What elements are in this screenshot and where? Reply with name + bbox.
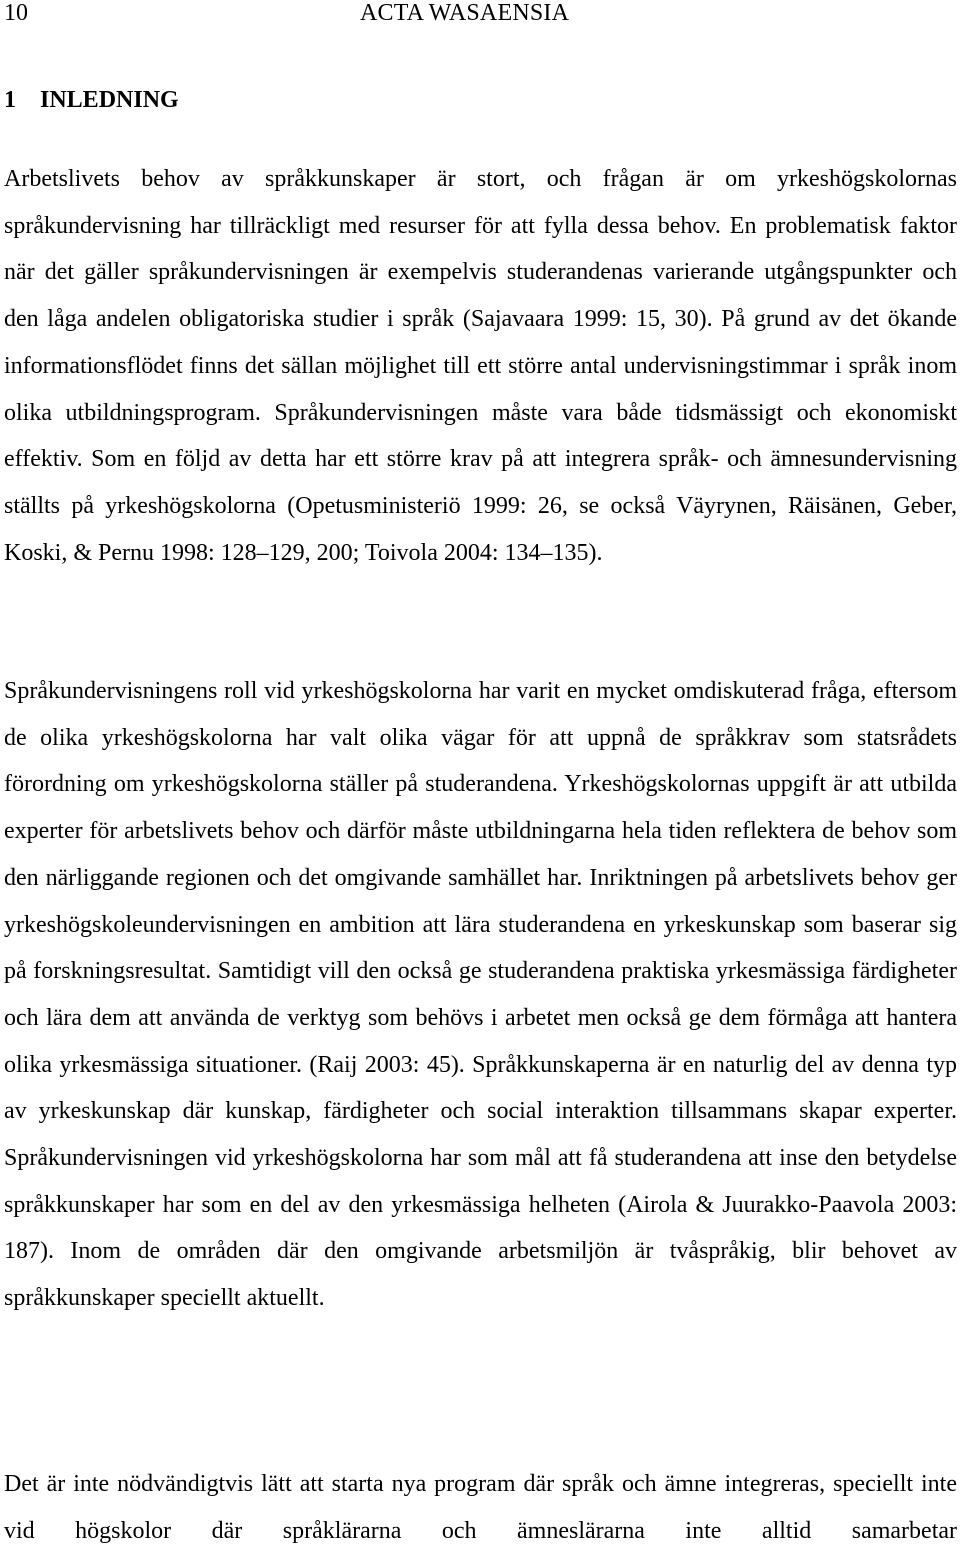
chapter-heading xyxy=(4,80,179,120)
chapter-number: 1 xyxy=(4,87,16,113)
body-paragraph-2: Språkundervisningens roll vid yrkeshögskolorna har varit en mycket omdiskuterad fråga, eftersom de olika yrkeshögskolorna har valt olika vägar för att uppnå de språkkrav som statsrådets förordning om yrkeshögskolorna ställer på studerandena. Yrkeshögskolornas uppgift är att utbilda experter för arbetslivets behov och därför måste utbildningarna hela tiden reflektera de behov som den närliggande regionen och det omgivande samhället har. Inriktningen på arbetslivets behov ger yrkeshögskoleundervisningen en ambition att lära studerandena en yrkeskunskap som baserar sig på forskningsresultat. Samtidigt vill den också ge studerandena praktiska yrkesmässiga färdigheter och lära dem att använda de verktyg som behövs i arbetet men också ge dem förmåga att hantera olika yrkesmässiga situationer. (Raij 2003: 45). Språkkunskaperna är en naturlig del av denna typ av yrkeskunskap där kunskap, färdigheter och social interaktion tillsammans skapar experter. Språkundervisningen vid yrkeshögskolorna har som mål att få studerandena att inse den betydelse språkkunskaper har som en del av den yrkesmässiga helheten (Airola & Juurakko-Paavola 2003: 187). Inom de områden där den omgivande arbetsmiljön är tvåspråkig, blir behovet av språkkunskaper speciellt aktuellt. xyxy=(4,678,957,1312)
running-head: ACTA WASAENSIA xyxy=(360,0,570,26)
body-paragraph-1: Arbetslivets behov av språkkunskaper är stort, och frågan är om yrkeshögskolornas språkundervisning har tillräckligt med resurser för att fylla dessa behov. En problematisk faktor när det gäller språkundervisningen är exempelvis studerandenas varierande utgångspunkter och den låga andelen obligatoriska studier i språk (Sajavaara 1999: 15, 30). På grund av det ökande informationsflödet finns det sällan möjlighet till ett större antal undervisningstimmar i språk inom olika utbildningsprogram. Språkundervisningen måste vara både tidsmässigt och ekonomiskt effektiv. Som en följd av detta har ett större krav på att integrera språk- och ämnesundervisning ställts på yrkeshögskolorna (Opetusministeriö 1999: 26, se också Väyrynen, Räisänen, Geber, Koski, & Pernu 1998: 128–129, 200; Toivola 2004: 134–135). xyxy=(4,166,957,566)
body-paragraph-3: Det är inte nödvändigtvis lätt att starta nya program där språk och ämne integreras, speciellt inte vid högskolor där språklärarna och ämneslärarna inte alltid samarbetar xyxy=(4,1471,957,1544)
chapter-title: INLEDNING xyxy=(40,87,179,113)
page-number: 10 xyxy=(4,0,28,26)
page-header xyxy=(0,0,960,33)
